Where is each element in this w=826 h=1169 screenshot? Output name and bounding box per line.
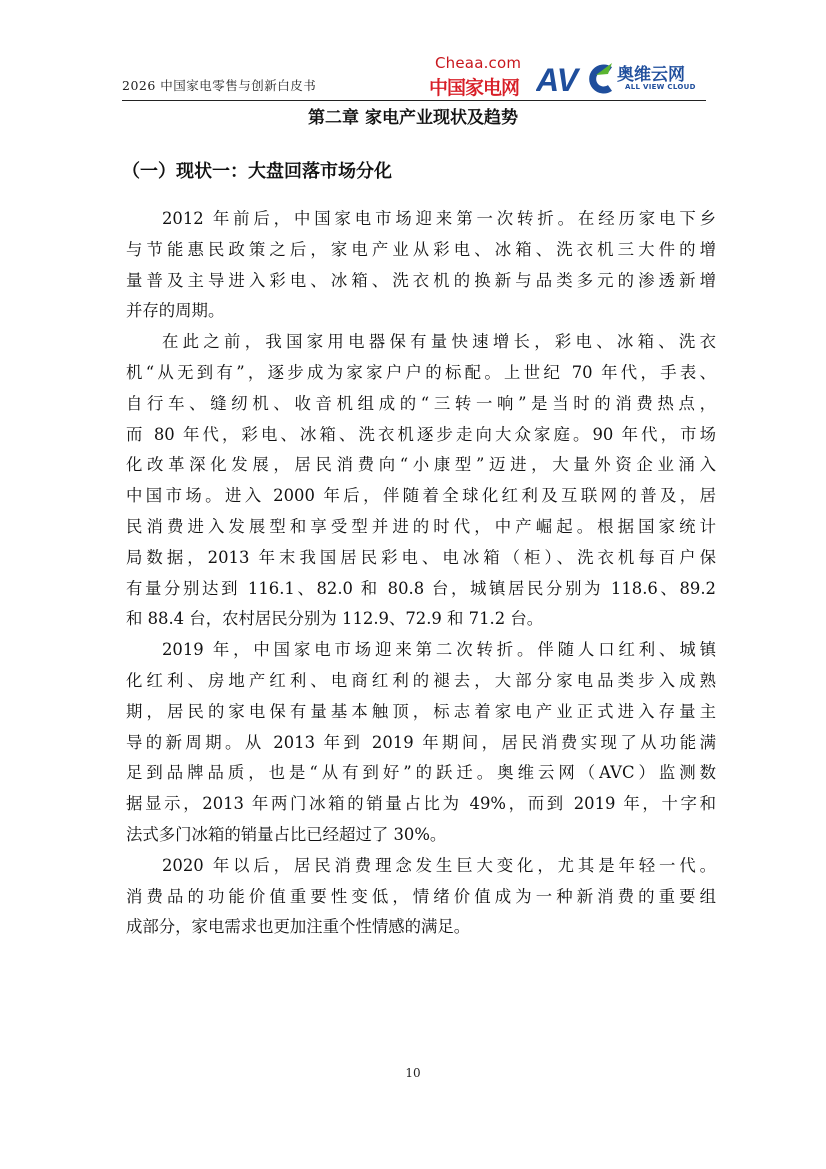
paragraph-line: 2019 年，中国家电市场迎来第二次转折。伴随人口红利、城镇 bbox=[162, 640, 716, 660]
body-text bbox=[126, 204, 716, 943]
paragraph-line: 据显示，2013 年两门冰箱的销量占比为 49%，而到 2019 年，十字和 bbox=[126, 794, 716, 814]
paragraph-line: 足到品牌品质，也是“从有到好”的跃迁。奥维云网（AVC）监测数 bbox=[126, 763, 716, 783]
header-title: 2026 中国家电零售与创新白皮书 bbox=[122, 78, 317, 93]
avc-logo bbox=[536, 58, 706, 98]
paragraph-line: 2020 年以后，居民消费理念发生巨大变化，尤其是年轻一代。 bbox=[162, 855, 716, 875]
cheaa-logo bbox=[429, 56, 529, 98]
avc-logo-en: ALL VIEW CLOUD bbox=[625, 83, 696, 91]
paragraph-line: 自行车、缝纫机、收音机组成的“三转一响”是当时的消费热点， bbox=[126, 393, 716, 413]
paragraph-line: 量普及主导进入彩电、冰箱、洗衣机的换新与品类多元的渗透新增 bbox=[126, 270, 716, 290]
paragraph-line: 与节能惠民政策之后，家电产业从彩电、冰箱、洗衣机三大件的增 bbox=[126, 239, 716, 259]
section-title: （一）现状一：大盘回落市场分化 bbox=[122, 161, 392, 182]
paragraph-line: 2012 年前后，中国家电市场迎来第一次转折。在经历家电下乡 bbox=[162, 209, 716, 228]
paragraph-line: 并存的周期。 bbox=[126, 301, 225, 321]
paragraph-line: 期，居民的家电保有量基本触顶，标志着家电产业正式进入存量主 bbox=[126, 701, 716, 721]
paragraph-line: 导的新周期。从 2013 年到 2019 年期间，居民消费实现了从功能满 bbox=[126, 732, 716, 752]
paragraph-line: 局数据，2013 年末我国居民彩电、电冰箱（柜）、洗衣机每百户保 bbox=[126, 547, 716, 567]
paragraph-line: 化改革深化发展，居民消费向“小康型”迈进，大量外资企业涌入 bbox=[126, 455, 716, 475]
paragraph-line: 机“从无到有”，逐步成为家家户户的标配。上世纪 70 年代，手表、 bbox=[126, 362, 716, 382]
paragraph-line: 法式多门冰箱的销量占比已经超过了 30%。 bbox=[126, 824, 447, 844]
paragraph-line: 有量分别达到 116.1、82.0 和 80.8 台，城镇居民分别为 118.6、89.2 bbox=[126, 578, 716, 598]
page-number: 10 bbox=[405, 1066, 421, 1080]
avc-logo-cn: 奥维云网 bbox=[617, 65, 685, 85]
paragraph-line: 化红利、房地产红利、电商红利的褪去，大部分家电品类步入成熟 bbox=[126, 670, 716, 690]
paragraph-line: 消费品的功能价值重要性变低，情绪价值成为一种新消费的重要组 bbox=[126, 886, 716, 906]
avc-logo-mark-icon bbox=[536, 58, 616, 98]
paragraph-line: 而 80 年代，彩电、冰箱、洗衣机逐步走向大众家庭。90 年代，市场 bbox=[126, 424, 716, 444]
paragraph-line: 中国市场。进入 2000 年后，伴随着全球化红利及互联网的普及，居 bbox=[126, 486, 716, 506]
paragraph-line: 民消费进入发展型和享受型并进的时代，中产崛起。根据国家统计 bbox=[126, 516, 716, 536]
paragraph-line: 在此之前，我国家用电器保有量快速增长，彩电、冰箱、洗衣 bbox=[162, 332, 716, 352]
cheaa-logo-url: Cheaa.com bbox=[435, 54, 522, 72]
paragraph-line: 成部分，家电需求也更加注重个性情感的满足。 bbox=[126, 917, 471, 937]
cheaa-logo-name: 中国家电网 bbox=[429, 77, 520, 99]
page-header bbox=[122, 56, 706, 101]
chapter-title: 第二章 家电产业现状及趋势 bbox=[308, 108, 518, 128]
svg-text:AV: AV bbox=[536, 62, 579, 98]
paragraph-line: 和 88.4 台，农村居民分别为 112.9、72.9 和 71.2 台。 bbox=[126, 609, 544, 629]
